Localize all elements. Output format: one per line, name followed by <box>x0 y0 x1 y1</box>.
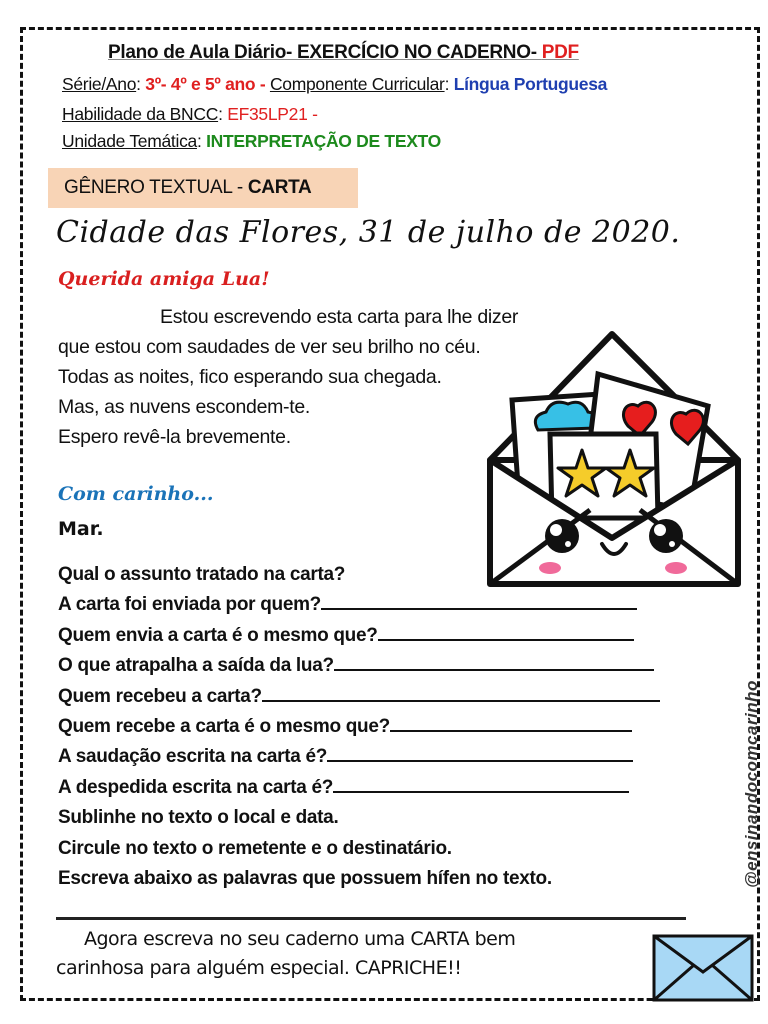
question-item <box>58 834 660 864</box>
genre-value: CARTA <box>247 177 312 198</box>
componente-value: Língua Portuguesa <box>453 74 608 94</box>
question-text: Quem recebeu a carta? <box>58 685 262 707</box>
serie-line <box>62 74 607 95</box>
footer-line: carinhosa para alguém especial. CAPRICHE!! <box>56 957 462 979</box>
unidade-label: Unidade Temática <box>62 131 197 151</box>
question-item <box>58 773 660 803</box>
answer-blank[interactable] <box>333 775 629 793</box>
question-text: Quem envia a carta é o mesmo que? <box>58 624 378 646</box>
question-item <box>58 590 660 620</box>
letter-sender: Mar. <box>58 518 104 540</box>
question-text: A carta foi enviada por quem? <box>58 594 321 616</box>
colon: : <box>444 74 454 94</box>
question-text: Quem recebe a carta é o mesmo que? <box>58 716 390 738</box>
serie-label: Série/Ano <box>62 74 137 94</box>
question-text: Circule no texto o remetente e o destinatário. <box>58 837 452 859</box>
answer-blank[interactable] <box>334 653 654 671</box>
question-item <box>58 682 660 712</box>
question-item <box>58 712 660 742</box>
footer-line: Agora escreva no seu caderno uma CARTA bem <box>84 928 516 950</box>
letter-line: Todas as noites, fico esperando sua chegada. <box>58 366 442 388</box>
footer-instruction <box>56 925 515 983</box>
serie-value: 3º- 4º e 5º ano - <box>145 74 270 94</box>
letter-line: Mas, as nuvens escondem-te. <box>58 396 311 418</box>
answer-blank[interactable] <box>321 592 637 610</box>
answer-blank[interactable] <box>390 714 632 732</box>
question-text: A despedida escrita na carta é? <box>58 776 334 798</box>
unidade-line <box>62 131 441 152</box>
question-text: O que atrapalha a saída da lua? <box>58 655 334 677</box>
question-item <box>58 803 660 833</box>
question-text: Escreva abaixo as palavras que possuem hífen no texto. <box>58 868 552 890</box>
habilidade-label: Habilidade da BNCC <box>62 104 219 124</box>
lesson-title <box>108 42 579 64</box>
question-item <box>58 864 660 894</box>
unidade-value: INTERPRETAÇÃO DE TEXTO <box>206 131 441 151</box>
answer-blank[interactable] <box>378 623 634 641</box>
genre-prefix: GÊNERO TEXTUAL - <box>64 177 248 198</box>
letter-greeting: Querida amiga Lua! <box>58 268 270 290</box>
mail-envelope-icon <box>652 934 754 1002</box>
question-list <box>58 560 660 894</box>
question-text: Sublinhe no texto o local e data. <box>58 807 339 829</box>
letter-line: Estou escrevendo esta carta para lhe dizer <box>160 306 519 328</box>
answer-blank[interactable] <box>262 684 660 702</box>
question-item <box>58 742 660 772</box>
question-item <box>58 621 660 651</box>
question-item <box>58 651 660 681</box>
kawaii-envelope-icon <box>480 322 750 590</box>
question-item <box>58 560 660 590</box>
colon: : <box>136 74 146 94</box>
componente-label: Componente Curricular <box>269 74 445 94</box>
author-watermark: @ensinandocomcarinho <box>742 680 761 888</box>
habilidade-value: EF35LP21 - <box>227 104 318 124</box>
pdf-label: PDF <box>541 42 579 63</box>
letter-place-date: Cidade das Flores, 31 de julho de 2020. <box>56 215 681 250</box>
answer-line-hyphen-words[interactable] <box>56 917 686 920</box>
letter-line: Espero revê-la brevemente. <box>58 426 291 448</box>
answer-blank[interactable] <box>327 744 633 762</box>
habilidade-line <box>62 104 318 125</box>
question-text: A saudação escrita na carta é? <box>58 746 328 768</box>
title-text: Plano de Aula Diário- EXERCÍCIO NO CADERNO- <box>108 42 542 63</box>
question-text: Qual o assunto tratado na carta? <box>58 564 346 585</box>
letter-closing: Com carinho... <box>58 483 214 505</box>
colon: : <box>218 104 228 124</box>
genre-banner <box>48 168 358 208</box>
colon: : <box>196 131 207 151</box>
letter-body <box>58 302 518 452</box>
letter-line: que estou com saudades de ver seu brilho no céu. <box>58 336 481 358</box>
